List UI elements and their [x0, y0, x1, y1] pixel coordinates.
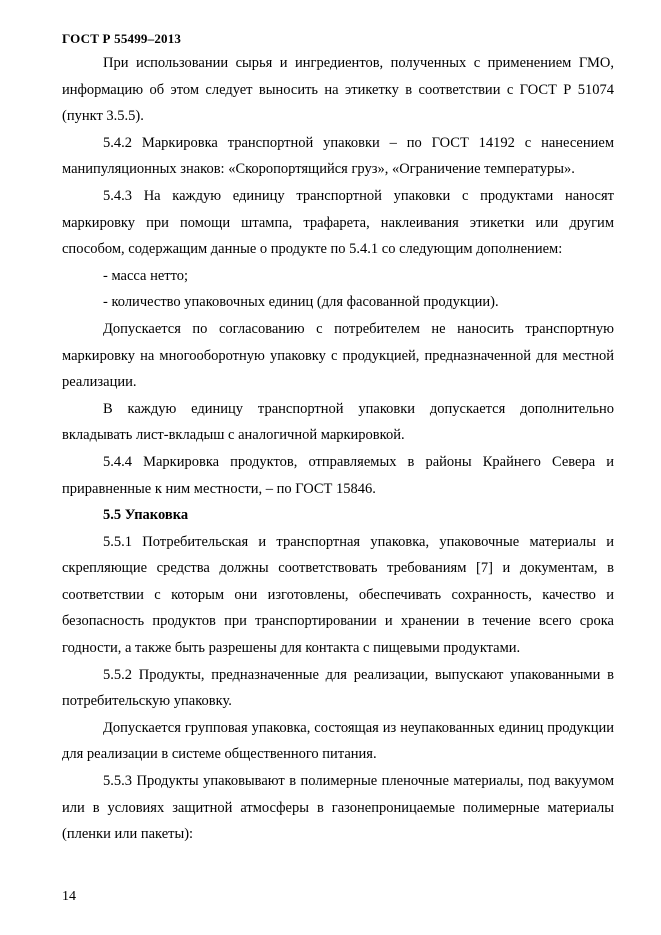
paragraph-group-packaging: Допускается групповая упаковка, состоящая из неупакованных единиц продукции для реализации в системе общественного питания.	[62, 719, 614, 763]
list-item-net-mass: - масса нетто;	[103, 267, 189, 284]
section-heading-5-5: 5.5 Упаковка	[103, 507, 189, 524]
paragraph-5-5-1: 5.5.1 Потребительская и транспортная упаковка, упаковочные материалы и скрепляющие средства должны соответствовать требованиям [7] и документам, в соответствии с которым они изготовлены, обеспечивать сохранность, качество и безопасность продуктов при транспортировании и хранении в течение всего срока годности, а также быть разрешены для контакта с пищевыми продуктами.	[62, 533, 614, 657]
page-number: 14	[62, 889, 76, 904]
paragraph-5-5-2: 5.5.2 Продукты, предназначенные для реализации, выпускают упакованными в потребительскую упаковку.	[62, 666, 614, 710]
document-body	[62, 50, 614, 848]
paragraph-5-4-4: 5.4.4 Маркировка продуктов, отправляемых в районы Крайнего Севера и приравненные к ним местности, – по ГОСТ 15846.	[62, 453, 614, 497]
paragraph-5-4-3: 5.4.3 На каждую единицу транспортной упаковки с продуктами наносят маркировку при помощи штампа, трафарета, наклеивания этикетки или другим способом, содержащим данные о продукте по 5.4.1 со следующим дополнением:	[62, 187, 614, 258]
paragraph-5-4-2: 5.4.2 Маркировка транспортной упаковки – по ГОСТ 14192 с нанесением манипуляционных знаков: «Скоропортящийся груз», «Ограничение температуры».	[62, 134, 614, 178]
document-header-code: ГОСТ Р 55499–2013	[62, 31, 182, 46]
paragraph-5-5-3: 5.5.3 Продукты упаковывают в полимерные пленочные материалы, под вакуумом или в условиях защитной атмосферы в газонепроницаемые полимерные материалы (пленки или пакеты):	[62, 773, 614, 843]
paragraph-reusable-packaging: Допускается по согласованию с потребителем не наносить транспортную маркировку на многооборотную упаковку с продукцией, предназначенной для местной реализации.	[62, 320, 614, 391]
paragraph-insert-sheet: В каждую единицу транспортной упаковки допускается дополнительно вкладывать лист-вкладыш с аналогичной маркировкой.	[62, 400, 614, 444]
paragraph-gmo-labeling: При использовании сырья и ингредиентов, полученных с применением ГМО, информацию об этом следует выносить на этикетку в соответствии с ГОСТ Р 51074 (пункт 3.5.5).	[62, 55, 614, 125]
list-item-package-count: - количество упаковочных единиц (для фасованной продукции).	[103, 294, 499, 311]
